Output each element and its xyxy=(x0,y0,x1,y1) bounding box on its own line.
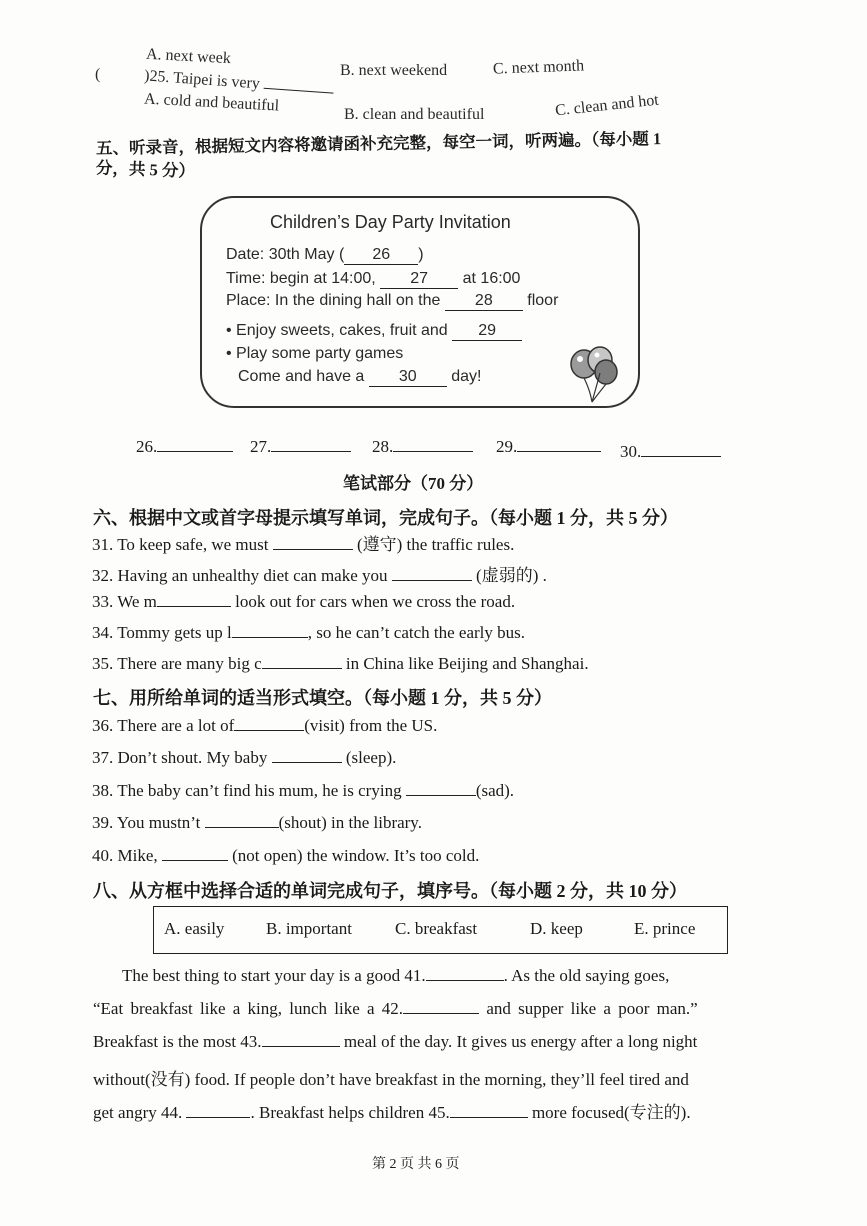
blank-43[interactable] xyxy=(262,1032,340,1047)
q36-blank[interactable] xyxy=(234,716,304,731)
word-box xyxy=(153,906,728,954)
invitation-games: • Play some party games xyxy=(226,345,404,362)
date-suffix: ) xyxy=(418,246,424,263)
date-blank: 26 xyxy=(344,246,418,265)
come-suffix: day! xyxy=(451,368,482,385)
q31-pre: 31. To keep safe, we must xyxy=(92,535,273,554)
q25-option-c: C. clean and hot xyxy=(554,91,660,120)
q36-pre: 36. There are a lot of xyxy=(92,716,235,735)
passage3-post: meal of the day. It gives us energy after a long night xyxy=(339,1032,698,1051)
time-suffix: at 16:00 xyxy=(462,270,521,287)
answer-27-line xyxy=(271,437,351,452)
blank-44[interactable] xyxy=(186,1103,250,1118)
q32-blank[interactable] xyxy=(392,566,472,581)
answer-28-line xyxy=(393,437,473,452)
answer-29-line xyxy=(517,437,601,452)
page-footer: 第 2 页 共 6 页 xyxy=(372,1157,460,1172)
q24-option-b: B. next weekend xyxy=(340,62,448,79)
q35-pre: 35. There are many big c xyxy=(92,654,262,673)
q35-blank[interactable] xyxy=(262,654,342,669)
invitation-come xyxy=(238,368,481,387)
passage5-pre: get angry 44. xyxy=(93,1103,187,1122)
invitation-time xyxy=(226,270,520,289)
q39-pre: 39. You mustn’t xyxy=(92,813,205,832)
blank-41[interactable] xyxy=(426,966,504,981)
q25-paren: ( xyxy=(95,66,101,83)
passage1-post: . As the old saying goes, xyxy=(503,966,670,985)
q32-pre: 32. Having an unhealthy diet can make you xyxy=(92,566,392,585)
q33-pre: 33. We m xyxy=(92,592,157,611)
passage4-text: without(没有) food. If people don’t have breakfast in the morning, they’ll feel tired and xyxy=(93,1070,689,1089)
enjoy-prefix: • Enjoy sweets, cakes, fruit and xyxy=(226,322,448,339)
invitation-enjoy xyxy=(226,322,522,341)
box-option-e: E. prince xyxy=(634,919,696,938)
q33-post: look out for cars when we cross the road. xyxy=(230,592,516,611)
answer-26-line xyxy=(157,437,233,452)
question-31 xyxy=(92,530,514,555)
answer-26-label: 26. xyxy=(136,437,158,456)
box-option-a: A. easily xyxy=(164,919,225,938)
question-33 xyxy=(92,592,515,612)
answer-27-label: 27. xyxy=(250,437,272,456)
q37-pre: 37. Don’t shout. My baby xyxy=(92,748,272,767)
q25-option-b: B. clean and beautiful xyxy=(344,106,485,123)
box-option-c: C. breakfast xyxy=(395,919,478,938)
passage3-pre: Breakfast is the most 43. xyxy=(93,1032,262,1051)
section5-heading-line2: 分，共 5 分） xyxy=(95,158,196,181)
q39-blank[interactable] xyxy=(205,813,279,828)
question-32 xyxy=(92,561,547,586)
answer-30[interactable] xyxy=(620,442,721,462)
q24-option-a: A. next week xyxy=(145,45,232,68)
passage2-post: and supper like a poor man.” xyxy=(479,999,698,1018)
q38-pre: 38. The baby can’t find his mum, he is crying xyxy=(92,781,406,800)
q25-stem-text: )25. Taipei is very xyxy=(143,67,261,93)
question-38 xyxy=(92,781,514,801)
balloons-icon xyxy=(564,344,624,404)
q31-post: (遵守) the traffic rules. xyxy=(352,535,515,554)
section7-heading: 七、用所给单词的适当形式填空。（每小题 1 分，共 5 分） xyxy=(93,688,552,708)
q40-post: (not open) the window. It’s too cold. xyxy=(227,846,480,865)
question-40 xyxy=(92,846,479,866)
written-part-heading: 笔试部分（70 分） xyxy=(343,474,484,493)
q34-pre: 34. Tommy gets up l xyxy=(92,623,232,642)
passage2-pre: “Eat breakfast like a king, lunch like a 42. xyxy=(93,999,404,1018)
section6-heading: 六、根据中文或首字母提示填写单词，完成句子。（每小题 1 分，共 5 分） xyxy=(93,508,678,528)
come-prefix: Come and have a xyxy=(238,368,365,385)
passage-line-2 xyxy=(93,999,698,1019)
answer-28-label: 28. xyxy=(372,437,394,456)
q25-blank xyxy=(263,74,334,94)
place-suffix: floor xyxy=(527,292,559,309)
q34-post: , so he can’t catch the early bus. xyxy=(307,623,526,642)
invitation-title: Children’s Day Party Invitation xyxy=(270,212,511,232)
answer-30-line xyxy=(641,442,721,457)
passage-line-1 xyxy=(122,966,669,986)
question-34 xyxy=(92,623,525,643)
invitation-card xyxy=(200,196,640,408)
blank-42[interactable] xyxy=(403,999,479,1014)
question-37 xyxy=(92,748,396,768)
answer-30-label: 30. xyxy=(620,442,642,461)
section8-heading: 八、从方框中选择合适的单词完成句子，填序号。（每小题 2 分，共 10 分） xyxy=(93,881,687,901)
q34-blank[interactable] xyxy=(232,623,308,638)
passage-line-4 xyxy=(93,1065,689,1090)
answer-27[interactable] xyxy=(250,437,351,457)
question-36 xyxy=(92,716,437,736)
q32-post: (虚弱的) . xyxy=(471,566,547,585)
passage-line-3 xyxy=(93,1032,697,1052)
q24-option-c: C. next month xyxy=(492,57,585,78)
q38-blank[interactable] xyxy=(406,781,476,796)
blank-45[interactable] xyxy=(450,1103,528,1118)
q31-blank[interactable] xyxy=(273,535,353,550)
q38-post: (sad). xyxy=(475,781,515,800)
q36-post: (visit) from the US. xyxy=(304,716,438,735)
q39-post: (shout) in the library. xyxy=(278,813,422,832)
invitation-date xyxy=(226,246,424,265)
q37-blank[interactable] xyxy=(272,748,342,763)
question-39 xyxy=(92,813,422,833)
come-blank: 30 xyxy=(369,368,447,387)
answer-28[interactable] xyxy=(372,437,473,457)
time-prefix: Time: begin at 14:00, xyxy=(226,270,376,287)
q25-option-a: A. cold and beautiful xyxy=(143,90,280,115)
passage5-mid: . Breakfast helps children 45. xyxy=(250,1103,450,1122)
enjoy-blank: 29 xyxy=(452,322,522,341)
passage-line-5 xyxy=(93,1098,691,1123)
question-35 xyxy=(92,654,589,674)
q40-pre: 40. Mike, xyxy=(92,846,162,865)
answer-29-label: 29. xyxy=(496,437,518,456)
q33-blank[interactable] xyxy=(157,592,231,607)
invitation-place xyxy=(226,292,558,311)
q35-post: in China like Beijing and Shanghai. xyxy=(341,654,589,673)
box-option-d: D. keep xyxy=(530,919,583,938)
box-option-b: B. important xyxy=(266,919,352,938)
passage1-pre: The best thing to start your day is a good 41. xyxy=(122,966,426,985)
passage5-post: more focused(专注的). xyxy=(527,1103,691,1122)
time-blank: 27 xyxy=(380,270,458,289)
answer-29[interactable] xyxy=(496,437,601,457)
q40-blank[interactable] xyxy=(162,846,228,861)
date-prefix: Date: 30th May ( xyxy=(226,246,345,263)
answer-26[interactable] xyxy=(136,437,233,457)
place-blank: 28 xyxy=(445,292,523,311)
place-prefix: Place: In the dining hall on the xyxy=(226,292,441,309)
q37-post: (sleep). xyxy=(341,748,397,767)
section5-heading-line1: 五、听录音，根据短文内容将邀请函补充完整，每空一词，听两遍。（每小题 1 xyxy=(95,129,662,158)
